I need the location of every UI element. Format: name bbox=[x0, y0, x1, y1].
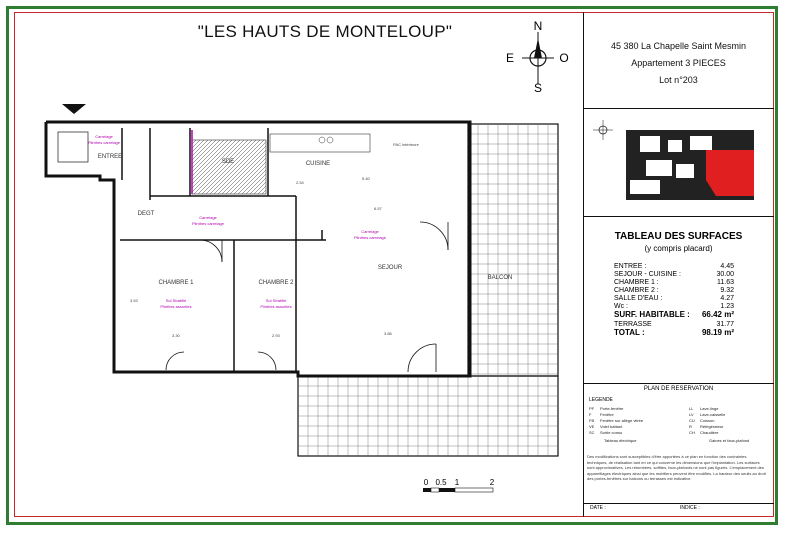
kitchen-counter bbox=[270, 134, 370, 152]
surface-row: Wc : 1.23 bbox=[614, 303, 734, 310]
finish-label: Plinthes carrelage bbox=[87, 140, 121, 145]
plan-title: PLAN DE RESERVATION bbox=[643, 386, 714, 392]
dim-label: 5.40 bbox=[362, 176, 370, 181]
room-degt: DEGT bbox=[137, 211, 155, 217]
room-chambre1: CHAMBRE 1 bbox=[158, 280, 194, 286]
room-chambre2: CHAMBRE 2 bbox=[258, 280, 294, 286]
dim-label: 3.30 bbox=[172, 333, 180, 338]
finish-label: Carrelage bbox=[199, 215, 217, 220]
scale-label: 0.5 bbox=[435, 478, 447, 487]
surface-row: ENTREE : 4.45 bbox=[614, 263, 734, 270]
pac-label: PAC intérieure bbox=[393, 142, 419, 147]
compass-rose bbox=[506, 19, 569, 95]
apartment-type: Appartement 3 PIECES bbox=[631, 58, 726, 68]
scale-label: 2 bbox=[489, 478, 495, 487]
sde-hatch bbox=[192, 140, 266, 194]
compass-n: N bbox=[533, 19, 543, 33]
surface-total: TOTAL : 98.19 m² bbox=[614, 328, 734, 337]
legend-title: LEGENDE bbox=[589, 397, 613, 403]
compass-o: O bbox=[559, 51, 569, 65]
surface-habitable: SURF. HABITABLE : 66.42 m² bbox=[614, 310, 734, 319]
indice-field: INDICE : bbox=[680, 505, 700, 511]
surface-row: CHAMBRE 2 : 9.32 bbox=[614, 287, 734, 294]
dim-label: 6.57 bbox=[374, 206, 382, 211]
compass-s: S bbox=[533, 81, 543, 95]
date-field: DATE : bbox=[590, 505, 606, 511]
room-balcon: BALCON bbox=[487, 275, 513, 281]
scale-bar bbox=[423, 478, 495, 492]
legend-names-2: Lave-linge Lave-vaisselle Cuisson Réfrigérateur Chaudière bbox=[700, 406, 726, 435]
surface-row: SEJOUR - CUISINE : 30.00 bbox=[614, 271, 734, 278]
finish-label: Carrelage bbox=[361, 229, 379, 234]
legend-codes-2: LL LV CU R CH bbox=[689, 406, 695, 435]
finish-label: Plinthes assorties bbox=[260, 304, 292, 309]
surfaces-title: TABLEAU DES SURFACES bbox=[614, 231, 743, 242]
surface-row: SALLE D'EAU : 4.27 bbox=[614, 295, 734, 302]
page-title: "LES HAUTS DE MONTELOUP" bbox=[197, 22, 453, 41]
dim-label: 2.93 bbox=[272, 333, 280, 338]
mini-compass bbox=[593, 120, 613, 140]
legend-extra-1: Tableau électrique bbox=[604, 438, 637, 443]
lot-number: Lot n°203 bbox=[659, 75, 698, 85]
scale-label: 0 bbox=[423, 478, 429, 487]
legend-extra-2: Gaines et faux-plafond bbox=[709, 438, 750, 443]
compass-e: E bbox=[505, 51, 515, 65]
room-cuisine: CUISINE bbox=[305, 161, 331, 167]
dim-label: 2.54 bbox=[296, 180, 304, 185]
finish-label: Plinthes assorties bbox=[160, 304, 192, 309]
key-plan bbox=[626, 130, 754, 200]
room-entree: ENTREE bbox=[97, 154, 123, 160]
disclaimer-notes: Des modifications sont susceptibles d'être apportées à ce plan en fonction des contraintes techniques, de réalisation tant en ce qui concerne les dimensions que l'implantation. Les surfaces sont approximatives. Les retombées, soffites, faux-plafonds ne sont pas figurés. L'emplacement des appareillages électriques ainsi que les mobiliers peuvent être modifiés. La hauteur des seuils au droit des portes-fenêtres sur balcons ou terrasses est indicative. bbox=[587, 454, 766, 481]
surface-terrasse: TERRASSE 31.77 bbox=[614, 321, 734, 328]
entrance-arrow bbox=[62, 104, 86, 114]
room-sejour: SEJOUR bbox=[377, 265, 403, 271]
dim-label: 3.86 bbox=[384, 331, 392, 336]
surface-row: CHAMBRE 1 : 11.63 bbox=[614, 279, 734, 286]
finish-label: Plinthes carrelage bbox=[191, 221, 225, 226]
room-sde: SDE bbox=[221, 159, 235, 165]
scale-label: 1 bbox=[454, 478, 460, 487]
surfaces-subtitle: (y compris placard) bbox=[644, 244, 713, 253]
finish-label: Carrelage bbox=[95, 134, 113, 139]
finish-label: Plinthes carrelage bbox=[353, 235, 387, 240]
finish-label: Sol Stratifié bbox=[265, 298, 287, 303]
finish-label: Sol Stratifié bbox=[165, 298, 187, 303]
address: 45 380 La Chapelle Saint Mesmin bbox=[610, 41, 747, 51]
dim-label: 3.53 bbox=[130, 298, 138, 303]
legend-names: Porte-fenêtre Fenêtre Fenêtre sur allège vitrée Volet battant Sortie conso bbox=[600, 406, 644, 435]
legend-codes: PF F FB VE SC bbox=[589, 406, 595, 435]
